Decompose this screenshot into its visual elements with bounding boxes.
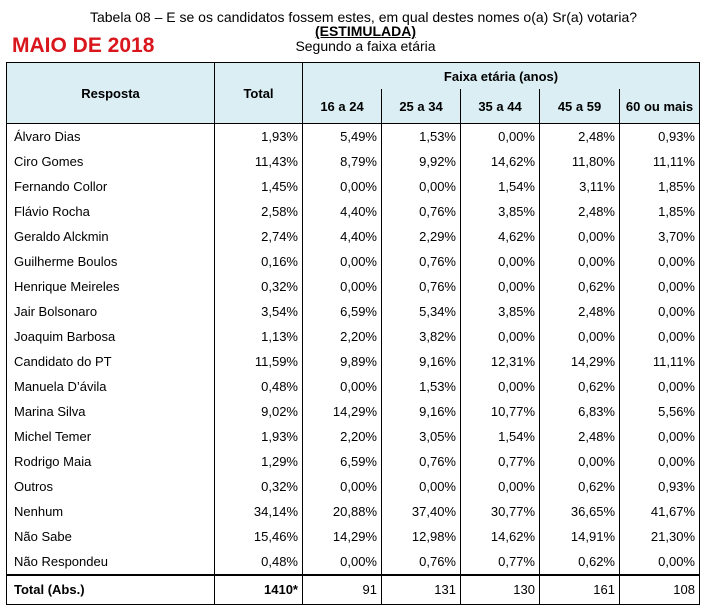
row-age-2: 9,16% (382, 349, 461, 374)
row-age-5: 0,00% (620, 549, 700, 575)
row-age-4: 2,48% (540, 299, 620, 324)
results-table (6, 62, 700, 605)
row-age-3: 3,85% (461, 199, 540, 224)
row-age-4: 2,48% (540, 199, 620, 224)
row-name: Outros (7, 474, 215, 499)
table-row (7, 549, 700, 575)
row-name: Candidato do PT (7, 349, 215, 374)
row-total: 0,32% (215, 474, 303, 499)
row-age-4: 14,91% (540, 524, 620, 549)
table-row (7, 474, 700, 499)
row-age-2: 12,98% (382, 524, 461, 549)
row-total: 0,32% (215, 274, 303, 299)
row-total: 11,43% (215, 149, 303, 174)
row-age-1: 8,79% (303, 149, 382, 174)
row-age-5: 0,00% (620, 249, 700, 274)
header-row (7, 63, 700, 90)
row-total: 34,14% (215, 499, 303, 524)
row-age-4: 6,83% (540, 399, 620, 424)
row-age-5: 0,00% (620, 374, 700, 399)
row-age-4: 2,48% (540, 424, 620, 449)
row-name: Flávio Rocha (7, 199, 215, 224)
row-total: 1,13% (215, 324, 303, 349)
row-total: 0,48% (215, 374, 303, 399)
row-total: 11,59% (215, 349, 303, 374)
row-name: Joaquim Barbosa (7, 324, 215, 349)
row-age-3: 0,00% (461, 249, 540, 274)
row-age-5: 0,00% (620, 449, 700, 474)
row-age-3: 14,62% (461, 524, 540, 549)
row-total: 0,16% (215, 249, 303, 274)
row-age-5: 11,11% (620, 149, 700, 174)
row-name: Guilherme Boulos (7, 249, 215, 274)
table-row (7, 124, 700, 150)
row-age-1: 4,40% (303, 199, 382, 224)
row-total: 2,58% (215, 199, 303, 224)
table-row (7, 199, 700, 224)
row-age-4: 14,29% (540, 349, 620, 374)
table-row (7, 349, 700, 374)
row-name: Manuela D’ávila (7, 374, 215, 399)
row-age-2: 0,00% (382, 174, 461, 199)
row-age-3: 14,62% (461, 149, 540, 174)
row-age-4: 11,80% (540, 149, 620, 174)
row-total: 1,29% (215, 449, 303, 474)
row-age-3: 0,00% (461, 474, 540, 499)
row-age-5: 21,30% (620, 524, 700, 549)
row-age-1: 14,29% (303, 399, 382, 424)
row-name: Fernando Collor (7, 174, 215, 199)
row-age-5: 0,00% (620, 274, 700, 299)
row-age-2: 0,00% (382, 474, 461, 499)
row-age-4: 36,65% (540, 499, 620, 524)
row-age-1: 0,00% (303, 474, 382, 499)
row-age-4: 0,62% (540, 274, 620, 299)
row-name: Jair Bolsonaro (7, 299, 215, 324)
table-row (7, 324, 700, 349)
total-age-2: 131 (382, 575, 461, 605)
table-row (7, 449, 700, 474)
col-age-1: 16 a 24 (303, 89, 382, 124)
row-age-3: 0,00% (461, 374, 540, 399)
total-abs: 1410* (215, 575, 303, 605)
row-age-2: 1,53% (382, 374, 461, 399)
row-age-1: 9,89% (303, 349, 382, 374)
row-age-3: 0,77% (461, 449, 540, 474)
total-age-4: 161 (540, 575, 620, 605)
col-age-4: 45 a 59 (540, 89, 620, 124)
row-name: Marina Silva (7, 399, 215, 424)
table-row (7, 174, 700, 199)
row-name: Álvaro Dias (7, 124, 215, 150)
row-age-1: 14,29% (303, 524, 382, 549)
row-age-1: 0,00% (303, 274, 382, 299)
row-age-2: 3,05% (382, 424, 461, 449)
table-row (7, 299, 700, 324)
row-total: 1,93% (215, 124, 303, 150)
row-age-5: 5,56% (620, 399, 700, 424)
row-age-3: 1,54% (461, 424, 540, 449)
table-row (7, 524, 700, 549)
table-row (7, 274, 700, 299)
total-label: Total (Abs.) (7, 575, 215, 605)
row-total: 1,45% (215, 174, 303, 199)
row-total: 2,74% (215, 224, 303, 249)
table-row (7, 249, 700, 274)
row-age-3: 3,85% (461, 299, 540, 324)
row-name: Nenhum (7, 499, 215, 524)
row-age-4: 0,00% (540, 324, 620, 349)
row-age-3: 0,00% (461, 124, 540, 150)
row-age-2: 3,82% (382, 324, 461, 349)
row-age-5: 0,00% (620, 424, 700, 449)
total-age-1: 91 (303, 575, 382, 605)
row-age-3: 0,00% (461, 324, 540, 349)
row-age-1: 0,00% (303, 249, 382, 274)
row-name: Henrique Meireles (7, 274, 215, 299)
row-age-2: 0,76% (382, 449, 461, 474)
row-age-5: 41,67% (620, 499, 700, 524)
col-age-3: 35 a 44 (461, 89, 540, 124)
row-total: 0,48% (215, 549, 303, 575)
table-row (7, 399, 700, 424)
row-age-5: 11,11% (620, 349, 700, 374)
col-faixa-etaria: Faixa etária (anos) (303, 63, 700, 90)
row-age-2: 37,40% (382, 499, 461, 524)
row-total: 3,54% (215, 299, 303, 324)
row-age-1: 2,20% (303, 324, 382, 349)
row-age-4: 0,00% (540, 249, 620, 274)
table-row (7, 424, 700, 449)
date-badge: MAIO DE 2018 (12, 34, 155, 57)
row-age-3: 30,77% (461, 499, 540, 524)
row-age-1: 0,00% (303, 374, 382, 399)
row-name: Não Respondeu (7, 549, 215, 575)
row-age-2: 5,34% (382, 299, 461, 324)
row-age-3: 0,00% (461, 274, 540, 299)
row-age-3: 1,54% (461, 174, 540, 199)
table-row (7, 499, 700, 524)
row-age-4: 2,48% (540, 124, 620, 150)
row-name: Rodrigo Maia (7, 449, 215, 474)
row-age-2: 0,76% (382, 549, 461, 575)
row-name: Michel Temer (7, 424, 215, 449)
row-total: 15,46% (215, 524, 303, 549)
row-age-4: 0,62% (540, 374, 620, 399)
row-age-2: 0,76% (382, 199, 461, 224)
row-age-5: 3,70% (620, 224, 700, 249)
col-age-5: 60 ou mais (620, 89, 700, 124)
row-age-5: 0,93% (620, 474, 700, 499)
total-row (7, 575, 700, 605)
row-age-2: 9,16% (382, 399, 461, 424)
row-age-2: 1,53% (382, 124, 461, 150)
row-age-4: 0,00% (540, 224, 620, 249)
row-age-1: 0,00% (303, 549, 382, 575)
col-age-2: 25 a 34 (382, 89, 461, 124)
segmentation-label: Segundo a faixa etária (295, 38, 436, 54)
row-age-1: 2,20% (303, 424, 382, 449)
row-age-4: 3,11% (540, 174, 620, 199)
row-age-1: 0,00% (303, 174, 382, 199)
col-resposta: Resposta (7, 63, 215, 124)
total-age-5: 108 (620, 575, 700, 605)
row-age-2: 0,76% (382, 274, 461, 299)
row-age-5: 1,85% (620, 174, 700, 199)
col-total: Total (215, 63, 303, 124)
row-age-3: 4,62% (461, 224, 540, 249)
row-age-1: 4,40% (303, 224, 382, 249)
row-age-2: 0,76% (382, 249, 461, 274)
row-total: 9,02% (215, 399, 303, 424)
row-age-3: 12,31% (461, 349, 540, 374)
table-title-text: Tabela 08 – E se os candidatos fossem estes, em qual destes nomes o(a) Sr(a) votaria? (89, 9, 638, 25)
row-age-1: 20,88% (303, 499, 382, 524)
row-name: Ciro Gomes (7, 149, 215, 174)
row-age-5: 0,00% (620, 299, 700, 324)
row-age-1: 5,49% (303, 124, 382, 150)
row-age-5: 0,00% (620, 324, 700, 349)
total-age-3: 130 (461, 575, 540, 605)
row-name: Não Sabe (7, 524, 215, 549)
row-age-4: 0,62% (540, 474, 620, 499)
row-age-1: 6,59% (303, 449, 382, 474)
row-age-4: 0,62% (540, 549, 620, 575)
table-row (7, 149, 700, 174)
row-age-3: 10,77% (461, 399, 540, 424)
table-row (7, 374, 700, 399)
row-name: Geraldo Alckmin (7, 224, 215, 249)
row-age-5: 1,85% (620, 199, 700, 224)
row-age-3: 0,77% (461, 549, 540, 575)
row-age-4: 0,00% (540, 449, 620, 474)
row-age-5: 0,93% (620, 124, 700, 150)
row-age-2: 9,92% (382, 149, 461, 174)
table-row (7, 224, 700, 249)
table-body (7, 124, 700, 576)
row-age-2: 2,29% (382, 224, 461, 249)
row-age-1: 6,59% (303, 299, 382, 324)
estimulada-label: (ESTIMULADA) (314, 23, 417, 39)
row-total: 1,93% (215, 424, 303, 449)
